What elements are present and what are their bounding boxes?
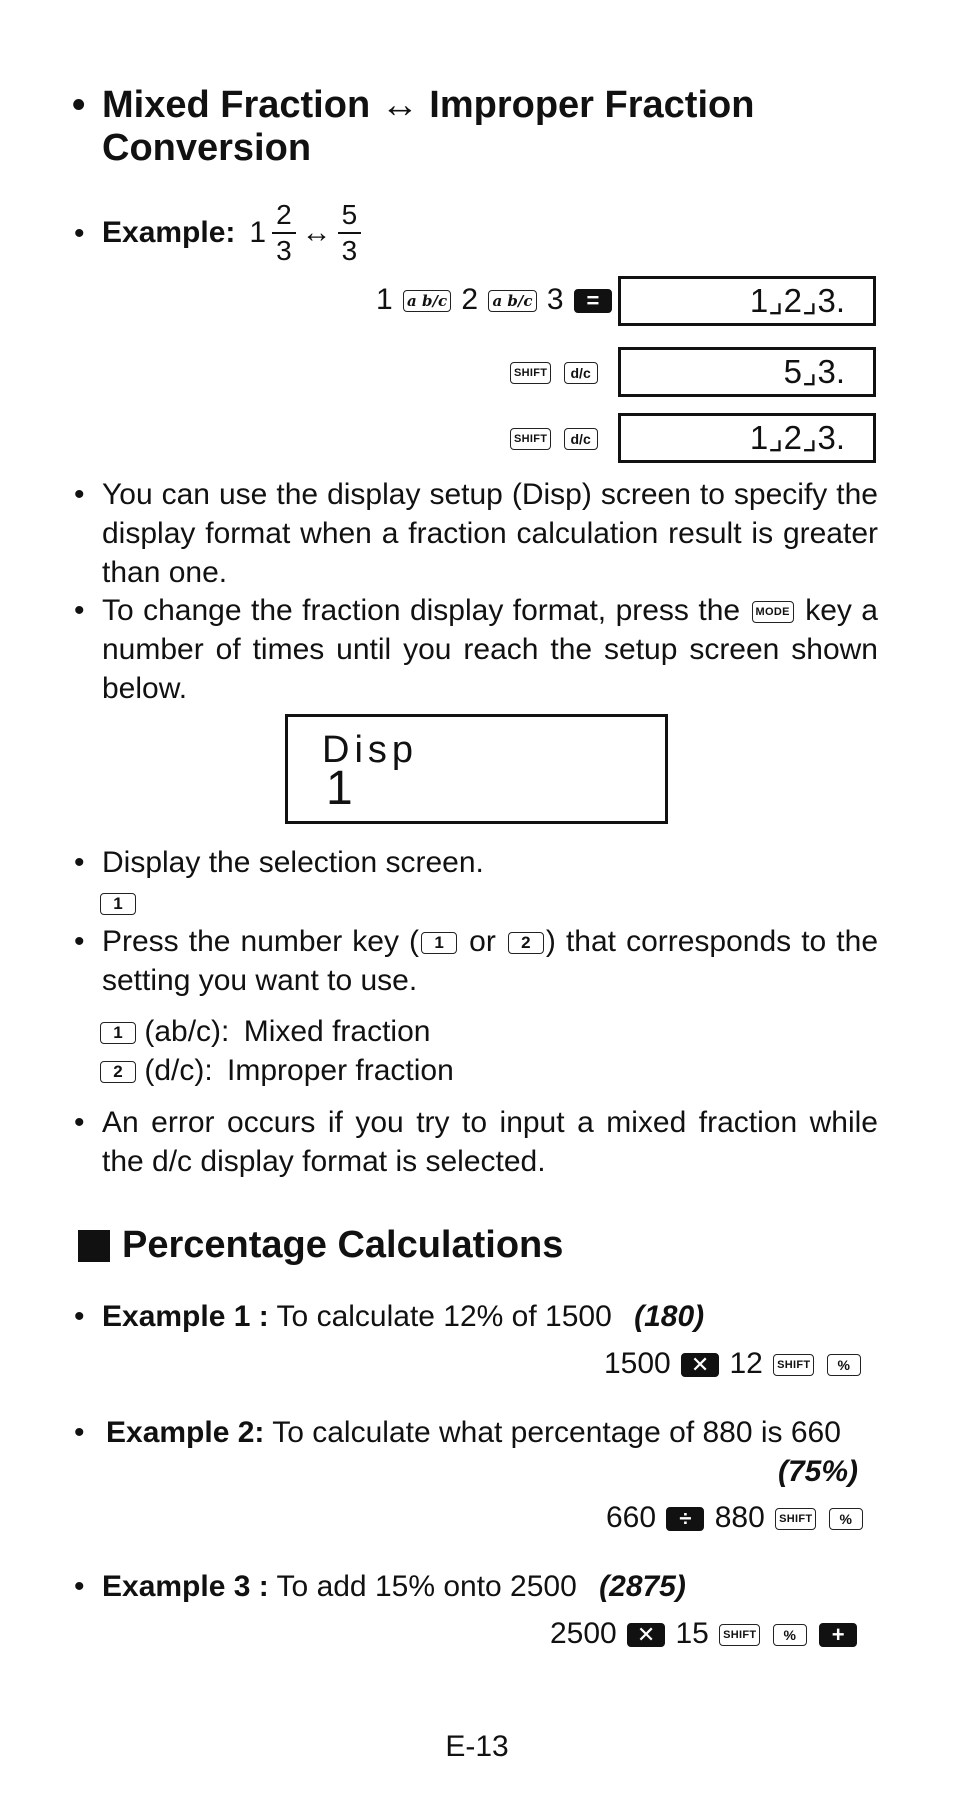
option-improper: [100, 1051, 454, 1090]
example-3-text: To add 15% onto 2500: [276, 1570, 577, 1603]
example-whole: 1: [249, 216, 267, 249]
example-3-keys: [550, 1616, 859, 1652]
digit: 2: [461, 283, 479, 316]
example-2-keys: [606, 1500, 865, 1536]
bullet: •: [74, 594, 85, 627]
fraction-1-numerator: 2: [272, 198, 296, 234]
example-2-result: (75%): [778, 1455, 859, 1488]
example-1-label: Example 1 :: [102, 1300, 269, 1333]
multiply-key[interactable]: ✕: [627, 1623, 665, 1647]
option-2-text: Improper fraction: [227, 1054, 454, 1087]
number: 880: [714, 1501, 765, 1534]
key-sequence-2: [508, 354, 600, 390]
number: 660: [606, 1501, 657, 1534]
text: or: [469, 925, 496, 958]
disp-screen-value: 1: [326, 762, 353, 815]
shift-key[interactable]: SHIFT: [775, 1508, 816, 1530]
shift-key[interactable]: SHIFT: [773, 1354, 814, 1376]
lcd-display-1: 1⌟2⌟3.: [618, 276, 876, 326]
paragraph-change-format: [102, 591, 878, 708]
example-3-result: (2875): [599, 1570, 686, 1603]
number-key-1[interactable]: 1: [100, 1022, 136, 1044]
bullet: •: [74, 217, 85, 250]
number-key-2[interactable]: 2: [100, 1061, 136, 1083]
option-1-code: (ab/c):: [144, 1015, 230, 1048]
page-number: E-13: [445, 1730, 509, 1763]
example-1-keys: [604, 1346, 863, 1382]
bullet: •: [74, 1106, 85, 1139]
key-sequence-3: [508, 420, 600, 456]
example-label: Example:: [102, 216, 236, 249]
bullet: •: [74, 1416, 85, 1449]
section-title-line1: Mixed Fraction ↔ Improper Fraction: [102, 84, 755, 126]
key-1-standalone: [100, 886, 136, 920]
number-key-2[interactable]: 2: [508, 932, 544, 954]
shift-key[interactable]: SHIFT: [510, 428, 551, 450]
option-1-text: Mixed fraction: [243, 1015, 431, 1048]
paragraph-press-number-key: [102, 922, 878, 1000]
option-mixed: [100, 1012, 430, 1051]
example-2-label: Example 2:: [106, 1416, 265, 1449]
lcd-display-3: 1⌟2⌟3.: [618, 413, 876, 463]
bullet: •: [74, 846, 85, 879]
fraction-1-denominator: 3: [276, 235, 292, 266]
fraction-key[interactable]: a b/c: [403, 290, 451, 312]
bullet: •: [74, 1300, 85, 1333]
paragraph-disp-setup: You can use the display setup (Disp) screen to specify the display format when a fraction calculation result is greater than one.: [102, 478, 878, 589]
percent-key[interactable]: %: [829, 1508, 863, 1530]
percent-key[interactable]: %: [827, 1354, 861, 1376]
text: To change the fraction display format, press the: [102, 594, 741, 627]
example-1-result: (180): [634, 1300, 705, 1333]
example-1-text: To calculate 12% of 1500: [276, 1300, 612, 1333]
conversion-arrow: ↔: [301, 216, 332, 249]
example-1: [102, 1297, 704, 1336]
text: ) that corresponds to the setting you want to use.: [102, 925, 879, 997]
lcd-display-2: 5⌟3.: [618, 347, 876, 397]
bullet: •: [74, 1570, 85, 1603]
mode-key[interactable]: MODE: [752, 601, 794, 623]
example-line: [102, 193, 367, 273]
fraction-2-numerator: 5: [338, 198, 362, 234]
section-title-line2: Conversion: [102, 127, 312, 169]
shift-key[interactable]: SHIFT: [719, 1624, 760, 1646]
paragraph-display-selection: Display the selection screen.: [102, 846, 484, 879]
option-2-code: (d/c):: [144, 1054, 213, 1087]
divide-key[interactable]: ÷: [666, 1507, 704, 1531]
number: 15: [675, 1617, 709, 1650]
multiply-key[interactable]: ✕: [681, 1353, 719, 1377]
dc-key[interactable]: d/c: [564, 362, 598, 384]
percentage-section-title: Percentage Calculations: [122, 1224, 564, 1266]
key-sequence-1: [376, 282, 614, 318]
number: 2500: [550, 1617, 617, 1650]
fraction-key[interactable]: a b/c: [488, 290, 536, 312]
section-bullet-dot: •: [72, 84, 86, 126]
section-square-marker: [78, 1230, 110, 1262]
disp-setup-screen: [285, 714, 668, 824]
example-2-text: To calculate what percentage of 880 is 660: [272, 1416, 841, 1449]
bullet: •: [74, 478, 85, 511]
disp-screen-label: Disp: [322, 729, 419, 771]
example-2: [106, 1413, 841, 1452]
fraction-2: [338, 198, 362, 268]
example-3-label: Example 3 :: [102, 1570, 269, 1603]
digit: 1: [376, 283, 393, 316]
number-key-1[interactable]: 1: [421, 932, 457, 954]
number: 12: [729, 1347, 763, 1380]
number-key-1[interactable]: 1: [100, 893, 136, 915]
text: Press the number key (: [102, 925, 420, 958]
fraction-2-denominator: 3: [341, 235, 358, 266]
example-3: [102, 1567, 686, 1606]
bullet: •: [74, 925, 85, 958]
shift-key[interactable]: SHIFT: [510, 362, 551, 384]
equals-key[interactable]: =: [574, 289, 612, 313]
plus-key[interactable]: +: [819, 1623, 857, 1647]
dc-key[interactable]: d/c: [564, 428, 598, 450]
paragraph-error-note: An error occurs if you try to input a mixed fraction while the d/c display format is selected.: [102, 1106, 878, 1178]
fraction-1: [272, 198, 296, 268]
percent-key[interactable]: %: [773, 1624, 807, 1646]
text: key a number of times until you reach the setup screen shown below.: [102, 594, 878, 705]
digit: 3: [546, 283, 564, 316]
number: 1500: [604, 1347, 671, 1380]
